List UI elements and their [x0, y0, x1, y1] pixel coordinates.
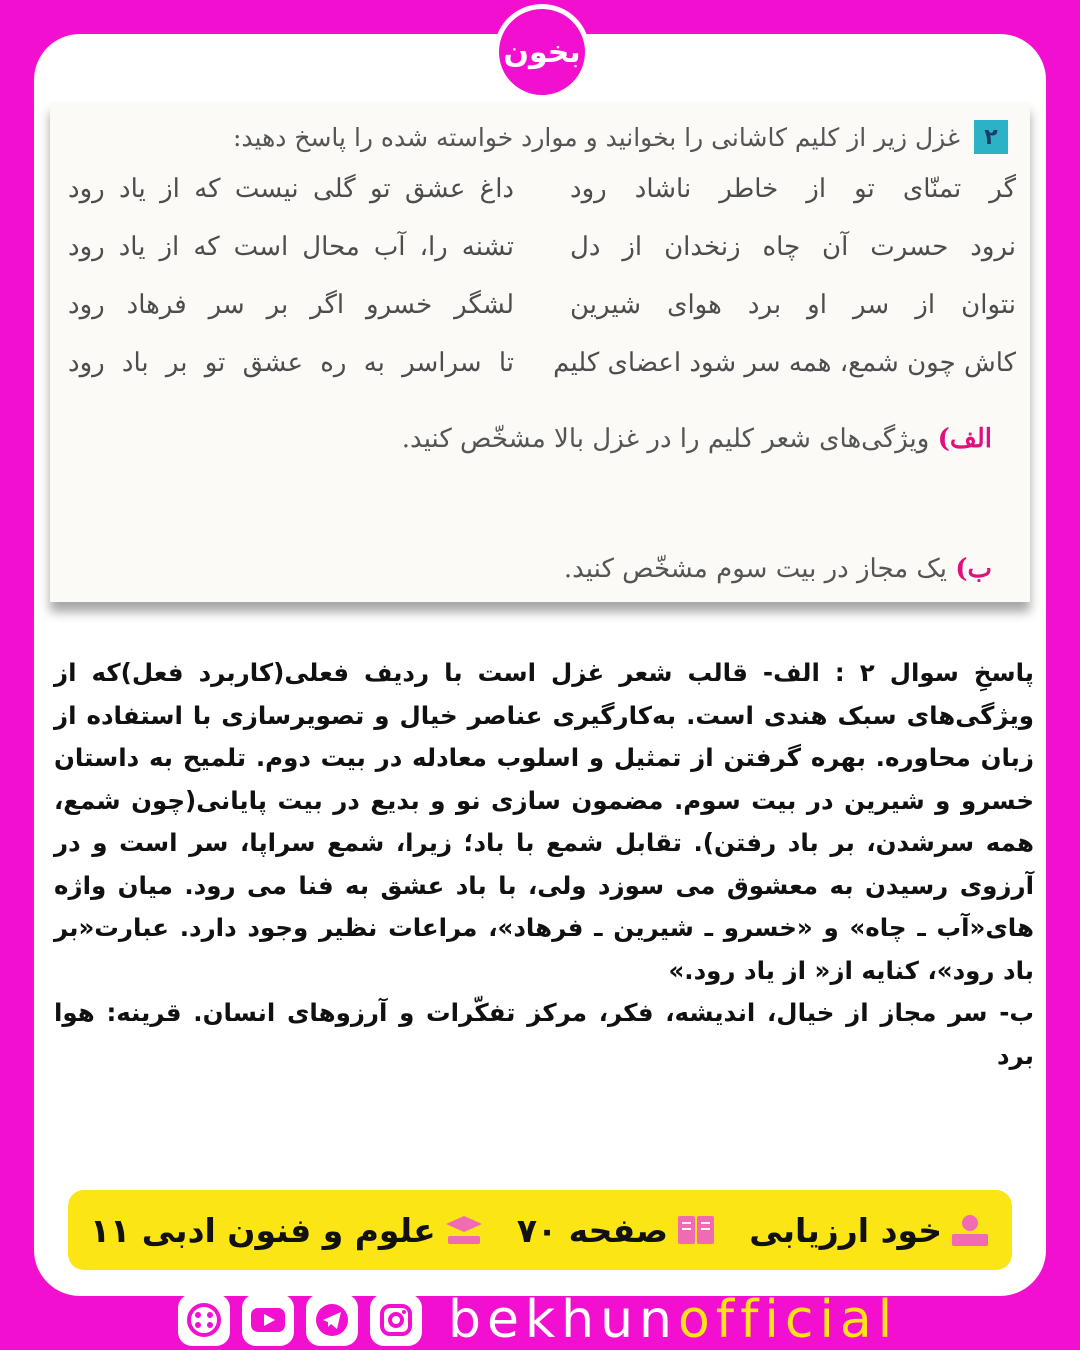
- hemistich-4b: تا سراسر به ره عشق تو بر باد رود: [68, 348, 514, 378]
- answer-part-b: ب- سر مجاز از خیال، اندیشه، فکر، مرکز تفکّرات و آرزوهای انسان. قرینه: هوا برد: [54, 998, 1034, 1070]
- graduation-cap-icon: [444, 1212, 484, 1248]
- question-number: ۲: [974, 120, 1008, 154]
- hemistich-2a: نرود حسرت آن چاه زنخدان از دل: [570, 232, 1016, 262]
- textbook-excerpt: [50, 102, 1030, 602]
- hemistich-3a: نتوان از سر او برد هوای شیرین: [570, 290, 1016, 320]
- hemistich-2b: تشنه را، آب محال است که از یاد رود: [68, 232, 514, 262]
- hemistich-3b: لشگر خسرو اگر بر سر فرهاد رود: [68, 290, 514, 320]
- hemistich-4a: کاش چون شمع، همه سر شود اعضای کلیم: [553, 348, 1016, 378]
- part-a-label: الف): [937, 424, 992, 454]
- logo-text: بخون: [503, 34, 581, 70]
- youtube-icon[interactable]: [242, 1294, 294, 1346]
- self-assessment-label: خود ارزیابی: [749, 1210, 942, 1250]
- subject-slot: [90, 1211, 484, 1250]
- open-book-icon: [676, 1212, 716, 1248]
- info-banner: [68, 1190, 1012, 1270]
- brand-part-1: bekhun: [448, 1290, 678, 1350]
- subject-label: علوم و فنون ادبی ۱۱: [90, 1210, 436, 1250]
- part-a: [402, 424, 992, 454]
- instagram-icon[interactable]: [370, 1294, 422, 1346]
- brand-part-2: official: [677, 1290, 899, 1350]
- brand-handle[interactable]: [448, 1290, 898, 1350]
- self-assessment-slot: [749, 1211, 990, 1250]
- part-b-label: ب): [955, 554, 992, 584]
- aparat-icon[interactable]: [178, 1294, 230, 1346]
- telegram-icon[interactable]: [306, 1294, 358, 1346]
- hemistich-1a: گر تمنّای تو از خاطر ناشاد رود: [570, 174, 1016, 204]
- part-b-text: یک مجاز در بیت سوم مشخّص کنید.: [563, 554, 947, 584]
- bekhun-logo: [494, 4, 590, 100]
- hemistich-1b: داغ عشق تو گلی نیست که از یاد رود: [68, 174, 514, 204]
- social-footer: [178, 1290, 898, 1350]
- part-b: [564, 554, 992, 584]
- page-slot: [517, 1211, 716, 1250]
- question-header: [233, 120, 1008, 154]
- answer-part-a: پاسخِ سوال ۲ : الف- قالب شعر غزل است با ردیف فعلی(کاربرد فعل)که از ویژگی‌های سبک هندی است. به‌کارگیری عناصر خیال و تصویرسازی با استفاده از زبان محاوره. بهره گرفتن از تمثیل و اسلوب معادله در بیت دوم. تلمیح به داستان خسرو و شیرین در بیت سوم. مضمون سازی نو و بدیع در بیت پایانی(چون شمع، همه سرشدن، بر باد رفتن). تقابل شمع با باد؛ زیرا، شمع سراپا، سر است و در آرزوی رسیدن به معشوق می سوزد ولی، با باد عشق به فنا می رود. میان واژه های«آب ـ چاه» و «خسرو ـ شیرین ـ فرهاد»، مراعات نظیر وجود دارد. عبارت«بر باد رود»، کنایه از« از یاد رود.»: [54, 658, 1034, 985]
- poem-grid: [56, 174, 1016, 384]
- answer-block: [54, 652, 1034, 1077]
- part-a-text: ویژگی‌های شعر کلیم را در غزل بالا مشخّص کنید.: [401, 424, 930, 454]
- question-text: غزل زیر از کلیم کاشانی را بخوانید و موارد خواسته شده را پاسخ دهید:: [232, 122, 960, 152]
- page-label: صفحه ۷۰: [516, 1210, 669, 1250]
- teacher-icon: [950, 1212, 990, 1248]
